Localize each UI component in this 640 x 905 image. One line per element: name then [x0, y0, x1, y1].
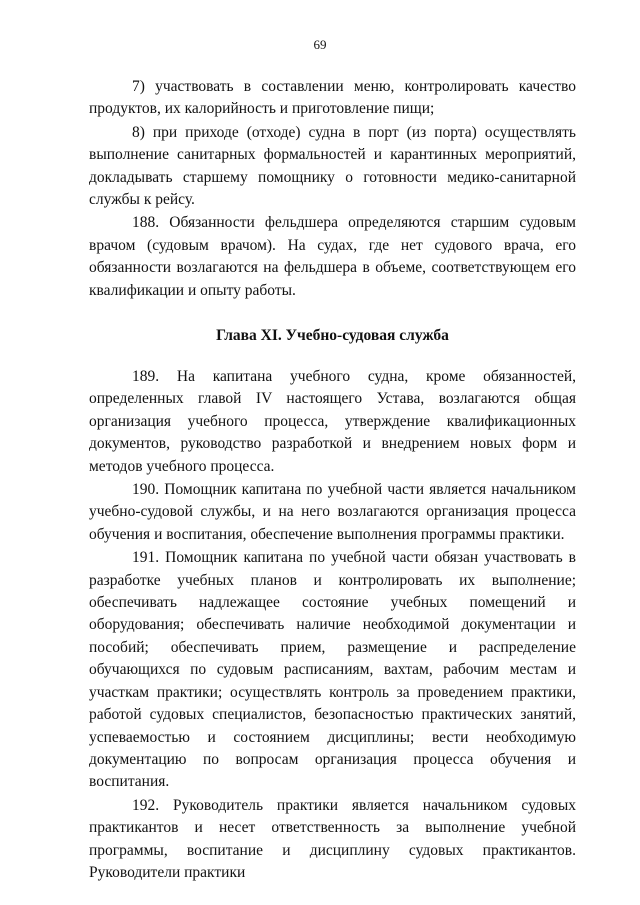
paragraph-189: 189. На капитана учебного судна, кроме обязанностей, определенных главой IV настоящего Устава, возлагаются общая организация учебного процесса, утверждение квалификационных документов, руководство разработкой и внедрением новых форм и методов учебного процесса. — [89, 368, 576, 475]
page-number: 69 — [313, 37, 327, 52]
paragraph-190: 190. Помощник капитана по учебной части является начальником учебно-судовой службы, и на него возлагаются организация процесса обучения и воспитания, обеспечение выполнения программы практики. — [89, 481, 576, 543]
paragraph-192: 192. Руководитель практики является начальником судовых практикантов и несет ответственность за выполнение учебной программы, воспитание и дисциплину судовых практикантов. Руководители практики — [89, 796, 576, 881]
paragraph-item-7: 7) участвовать в составлении меню, контролировать качество продуктов, их калорийность и приготовление пищи; — [89, 78, 576, 118]
chapter-heading: Глава XI. Учебно-судовая служба — [216, 327, 449, 344]
paragraph-188: 188. Обязанности фельдшера определяются старшим судовым врачом (судовым врачом). На судах, где нет судового врача, его обязанности возлагаются на фельдшера в объеме, соответствующем его квалификации и опыту работы. — [89, 214, 576, 299]
text-section-before-chapter — [89, 76, 576, 303]
paragraph-191: 191. Помощник капитана по учебной части обязан участвовать в разработке учебных планов и контролировать их выполнение; обеспечивать надлежащее состояние учебных помещений и оборудования; обеспечивать наличие необходимой документации и пособий; обеспечивать прием, размещение и распределение обучающихся по судовым расписаниям, вахтам, рабочим местам и участкам практики; осуществлять контроль за проведением практики, работой судовых специалистов, безопасностью практических занятий, успеваемостью и состоянием дисциплины; вести необходимую документацию по вопросам организация процесса обучения и воспитания. — [89, 549, 576, 791]
paragraph-item-8: 8) при приходе (отходе) судна в порт (из порта) осуществлять выполнение санитарных формальностей и карантинных мероприятий, докладывать старшему помощнику о готовности медико-санитарной службы к рейсу. — [89, 123, 576, 209]
text-section-chapter-xi — [89, 366, 576, 885]
